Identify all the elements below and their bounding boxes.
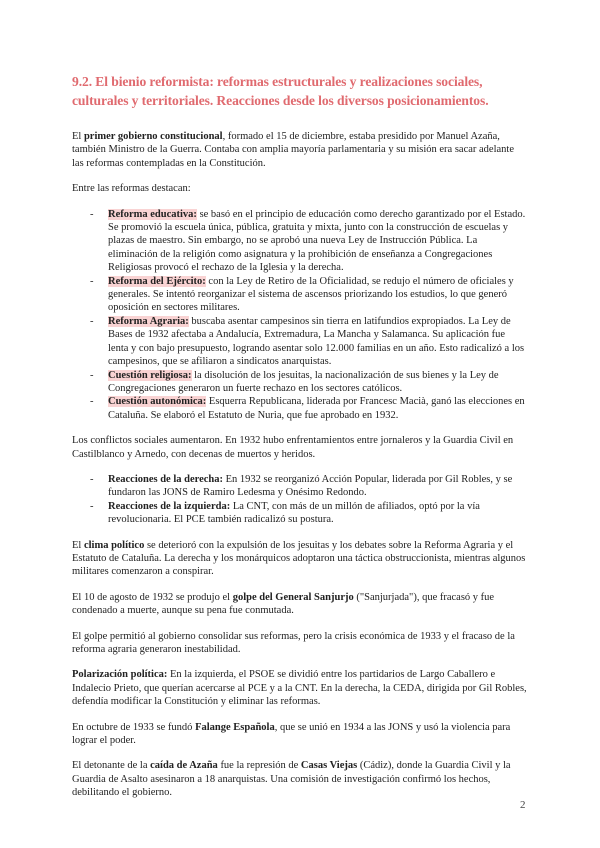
dash-bullet: -	[90, 396, 94, 408]
reform-label: Reforma Agraria:	[108, 315, 189, 327]
intro-paragraph	[72, 130, 528, 170]
climate-paragraph	[72, 539, 528, 579]
coup-pre: El 10 de agosto de 1932 se produjo el	[72, 591, 233, 603]
fall-post: (Cádiz), donde la Guardia Civil y la Guardia de Asalto asesinaron a 18 anarquistas. Una comisión de investigación confirmó los hechos, debilitando el gobierno.	[72, 760, 511, 799]
falange-pre: En octubre de 1933 se fundó	[72, 721, 196, 733]
climate-bold: clima político	[83, 539, 145, 551]
intro-bold: primer gobierno constitucional	[83, 131, 223, 142]
fall-mid: fue la represión de	[217, 760, 301, 772]
polarization-bold: Polarización política:	[72, 669, 168, 681]
dash-bullet: -	[90, 275, 94, 287]
reform-label: Cuestión autonómica:	[108, 396, 207, 408]
reaction-text: La CNT, con más de un millón de afiliados, optó por la vía revolucionaria. El PCE también radicalizó su postura.	[108, 500, 480, 526]
fall-bold-casas-viejas: Casas Viejas	[300, 760, 358, 772]
consolidation-paragraph: El golpe permitió al gobierno consolidar sus reformas, pero la crisis económica de 1933 y el fracaso de la reforma agraria generaron inestabilidad.	[72, 630, 515, 655]
dash-bullet: -	[90, 500, 94, 512]
reform-item-education	[72, 208, 528, 275]
coup-paragraph	[72, 591, 528, 618]
conflicts-paragraph: Los conflictos sociales aumentaron. En 1932 hubo enfrentamientos entre jornaleros y la Guardia Civil en Castilblanco y Arnedo, con decenas de muertos y heridos.	[72, 435, 514, 460]
reform-text: buscaba asentar campesinos sin tierra en latifundios expropiados. La Ley de Bases de 1932 afectaba a Andalucía, Extremadura, La Mancha y Salamanca. Su aplicación fue lenta y con bajo presupuesto, logrando asentar solo 12.000 familias en un año. Esto radicalizó a los campesinos, que se afiliaron a sindicatos anarquistas.	[108, 315, 525, 368]
reactions-list	[72, 473, 528, 527]
falange-bold: Falange Española	[195, 721, 275, 733]
page-content	[72, 72, 528, 812]
falange-paragraph	[72, 721, 528, 748]
page-number: 2	[520, 799, 526, 811]
fall-paragraph	[72, 759, 528, 799]
reaction-item-right	[72, 473, 528, 500]
reform-label: Cuestión religiosa:	[108, 369, 192, 381]
polarization-paragraph	[72, 668, 528, 708]
reaction-text: En 1932 se reorganizó Acción Popular, liderada por Gil Robles, y se fundaron las JONS de Ramiro Ledesma y Onésimo Redondo.	[108, 473, 513, 499]
reform-text: la disolución de los jesuitas, la nacionalización de sus bienes y la Ley de Congregaciones generaron un fuerte rechazo en los sectores católicos.	[108, 369, 499, 394]
polarization-post: En la izquierda, el PSOE se dividió entre los partidarios de Largo Caballero e Indalecio Prieto, que querían acercarse al PCE y a la CNT. En la derecha, la CEDA, dirigida por Gil Robles, defendía modificar la Constitución y eliminar las reformas.	[72, 669, 527, 708]
fall-bold-azana: caída de Azaña	[150, 760, 218, 772]
coup-post: ("Sanjurjada"), que fracasó y fue condenado a muerte, aunque su pena fue conmutada.	[72, 591, 495, 617]
reform-item-religious	[72, 369, 528, 396]
climate-post: se deterioró con la expulsión de los jesuitas y los debates sobre la Reforma Agraria y el Estatuto de Cataluña. La derecha y los monárquicos adoptaron una táctica obstruccionista, mientras algunos militares comenzaron a conspirar.	[72, 539, 526, 578]
reaction-label: Reacciones de la izquierda:	[108, 500, 231, 512]
dash-bullet: -	[90, 208, 94, 220]
dash-bullet: -	[90, 315, 94, 327]
reform-item-agrarian	[72, 315, 528, 369]
intro-post: , formado el 15 de diciembre, estaba presidido por Manuel Azaña, también Ministro de la Guerra. Contaba con amplia mayoría parlamentaria y su misión era sacar adelante las reformas contempladas en la Constitución.	[72, 131, 514, 169]
dash-bullet: -	[90, 369, 94, 381]
falange-post: , que se unió en 1934 a las JONS y usó la violencia para lograr el poder.	[72, 721, 511, 747]
dash-bullet: -	[90, 473, 94, 485]
reform-label: Reforma del Ejército:	[108, 275, 206, 287]
reform-text: se basó en el principio de educación como derecho garantizado por el Estado. Se promovió la escuela única, pública, gratuita y mixta, junto con la construcción de escuelas y plazas de maestro. Sin embargo, no se aprobó una nueva Ley de Instrucción Pública. La eliminación de la religión como asignatura y la prohibición de enseñanza a Congregaciones Religiosas provocó el rechazo de la Iglesia y la derecha.	[108, 208, 526, 274]
intro-pre: El	[72, 131, 84, 142]
reforms-list	[72, 208, 528, 423]
reform-label: Reforma educativa:	[108, 208, 197, 220]
reaction-item-left	[72, 500, 528, 527]
reform-text: Esquerra Republicana, liderada por Francesc Macià, ganó las elecciones en Cataluña. Se elaboró el Estatuto de Nuria, que fue aprobado en 1932.	[108, 396, 525, 421]
reaction-label: Reacciones de la derecha:	[108, 473, 223, 485]
reforms-intro: Entre las reformas destacan:	[72, 183, 191, 195]
reform-text: con la Ley de Retiro de la Oficialidad, se redujo el número de oficiales y generales. Se intentó reorganizar el sistema de ascensos priorizando los estudios, lo que generó oposición en sectores militares.	[108, 275, 514, 314]
climate-pre: El	[72, 539, 84, 551]
reform-item-autonomy	[72, 395, 528, 422]
section-title: 9.2. El bienio reformista: reformas estructurales y realizaciones sociales, culturales y territoriales. Reacciones desde los diversos posicionamientos.	[72, 74, 489, 108]
fall-pre: El detonante de la	[72, 760, 151, 772]
coup-bold: golpe del General Sanjurjo	[232, 591, 354, 603]
reform-item-army	[72, 275, 528, 315]
